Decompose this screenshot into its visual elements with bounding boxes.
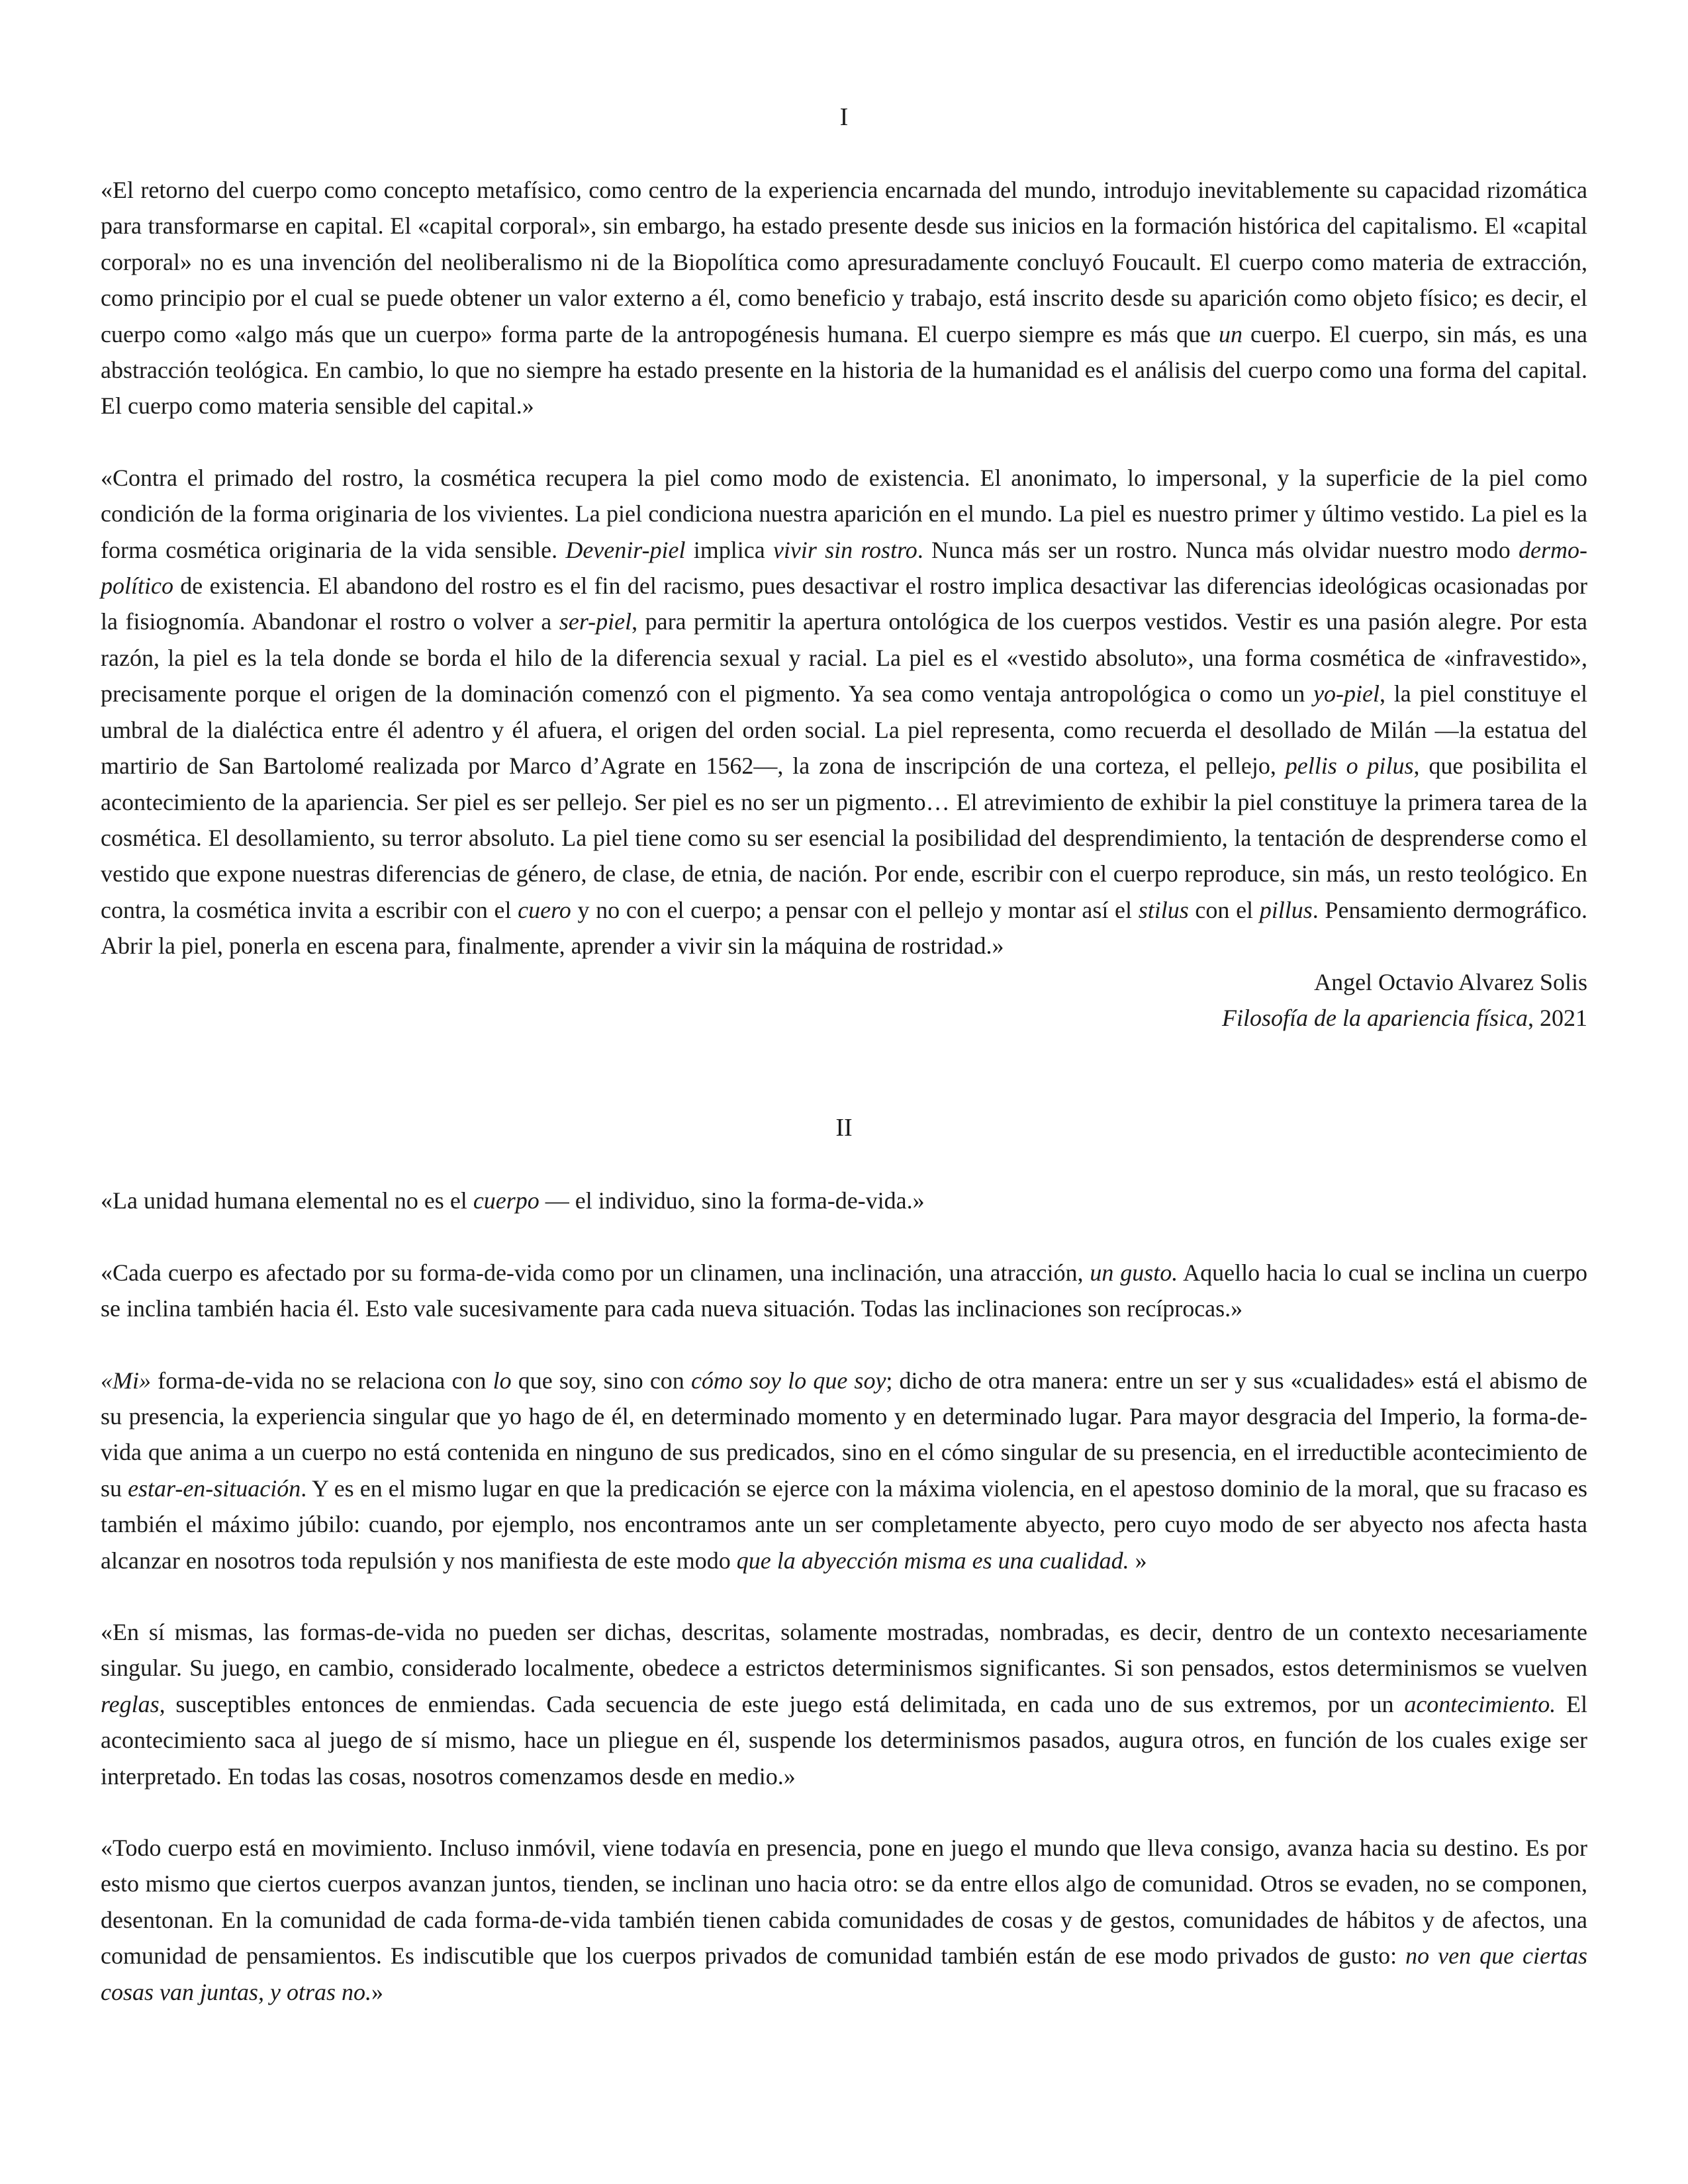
paragraph xyxy=(101,1830,1587,2010)
text-run: con el xyxy=(1188,896,1260,923)
text-run: que soy, sino con xyxy=(511,1367,691,1394)
text-run: , para permitir la apertura ontológica de los cuerpos vestidos. Vestir es una pasión alegre. Por esta razón, la piel es la tela donde se borda el hilo de la diferencia sexual y racial. La piel es el «vestido absoluto», una forma cosmética de «infravestido», precisamente porque el origen de la dominación comenzó con el pigmento. Ya sea como ventaja antropológica o como un xyxy=(101,608,1587,707)
italic-text-run: no ven que ciertas cosas van juntas, y otras no. xyxy=(101,1942,1588,2005)
attribution-author: Angel Octavio Alvarez Solis xyxy=(1314,968,1587,995)
italic-text-run: Devenir-piel xyxy=(565,536,686,563)
section-numeral: II xyxy=(835,1114,853,1142)
italic-text-run: stilus xyxy=(1138,896,1189,923)
text-run: «Todo cuerpo está en movimiento. Incluso inmóvil, viene todavía en presencia, pone en juego el mundo que lleva consigo, avanza hacia su destino. Es por esto mismo que ciertos cuerpos avanzan juntos, tienden, se inclinan uno hacia otro: se da entre ellos algo de comunidad. Otros se evaden, no se componen, desentonan. En la comunidad de cada forma-de-vida también tienen cabida comunidades de cosas y de gestos, comunidades de hábitos y de afectos, una comunidad de pensamientos. Es indiscutible que los cuerpos privados de comunidad también están de ese modo privados de gusto: xyxy=(101,1835,1587,1970)
text-run: susceptibles entonces de enmiendas. Cada secuencia de este juego está delimitada, en cada uno de sus extremos, por un xyxy=(165,1690,1405,1717)
italic-text-run: que la abyección misma es una cualidad. xyxy=(736,1547,1129,1574)
paragraph xyxy=(101,1183,1587,1218)
text-run: «El retorno del cuerpo como concepto metafísico, como centro de la experiencia encarnada del mundo, introdujo inevitablemente su capacidad rizomática para transformarse en capital. El «capital corporal», sin embargo, ha estado presente desde sus inicios en la formación histórica del capitalismo. El «capital corporal» no es una invención del neoliberalismo ni de la Biopolítica como apresuradamente concluyó Foucault. El cuerpo como materia de extracción, como principio por el cual se puede obtener un valor externo a él, como beneficio y trabajo, está inscrito desde su aparición como objeto físico; es decir, el cuerpo como «algo más que un cuerpo» forma parte de la antropogénesis humana. El cuerpo siempre es más que xyxy=(101,177,1587,347)
text-run: El acontecimiento saca al juego de sí mismo, hace un pliegue en él, suspende los determinismos pasados, augura otros, en función de los cuales exige ser interpretado. En todas las cosas, nosotros comenzamos desde en medio.» xyxy=(101,1690,1588,1790)
text-run: «La unidad humana elemental no es el xyxy=(101,1187,473,1214)
attribution-source xyxy=(101,1000,1587,1036)
italic-text-run: dermo-político xyxy=(101,536,1588,600)
italic-text-run: cuero xyxy=(518,896,571,923)
italic-text-run: lo xyxy=(492,1367,512,1394)
text-run: . Pensamiento dermográfico. Abrir la piel, ponerla en escena para, finalmente, aprender a vivir sin la máquina de rostridad.» xyxy=(101,896,1587,960)
italic-text-run: estar-en-situación xyxy=(128,1475,301,1502)
paragraph xyxy=(101,460,1587,964)
text-run: . Y es en el mismo lugar en que la predicación se ejerce con la máxima violencia, en el apestoso dominio de la moral, que su fracaso es también el máximo júbilo: cuando, por ejemplo, nos encontramos ante un ser completamente abyecto, pero cuyo modo de ser abyecto nos afecta hasta alcanzar en nosotros toda repulsión y nos manifiesta de este modo xyxy=(101,1475,1587,1574)
attribution-work-title: Filosofía de la apariencia física xyxy=(1222,1004,1528,1031)
attribution xyxy=(101,964,1587,1036)
italic-text-run: un xyxy=(1218,320,1243,347)
text-run: , que posibilita el acontecimiento de la apariencia. Ser piel es ser pellejo. Ser piel es no ser un pigmento… El atrevimiento de exhibir la piel constituye la primera tarea de la cosmética. El desollamiento, su terror absoluto. La piel tiene como su ser esencial la posibilidad del desprendimiento, la tentación de desprenderse como el vestido que expone nuestras diferencias de género, de clase, de etnia, de nación. Por ende, escribir con el cuerpo reproduce, sin más, un resto teológico. En contra, la cosmética invita a escribir con el xyxy=(101,752,1587,923)
text-run: ; dicho de otra manera: entre un ser y sus «cualidades» está el abismo de su presencia, la experiencia singular que yo hago de él, en determinado momento y en determinado lugar. Para mayor desgracia del Imperio, la forma-de-vida que anima a un cuerpo no está contenida en ninguno de sus predicados, sino en el cómo singular de su presencia, en el irreductible acontecimiento de su xyxy=(101,1367,1587,1502)
italic-text-run: reglas, xyxy=(101,1690,165,1717)
italic-text-run: cómo soy lo que soy xyxy=(690,1367,886,1394)
text-run: , la piel constituye el umbral de la dialéctica entre él adentro y él afuera, el origen del orden social. La piel representa, como recuerda el desollado de Milán —la estatua del martirio de San Bartolomé realizada por Marco d’Agrate en 1562—, la zona de inscripción de una corteza, el pellejo, xyxy=(101,680,1588,780)
text-run: Aquello hacia lo cual se inclina un cuerpo se inclina también hacia él. Esto vale sucesivamente para cada nueva situación. Todas las inclinaciones son recíprocas.» xyxy=(101,1259,1588,1322)
text-run: — el individuo, sino la forma-de-vida.» xyxy=(539,1187,925,1214)
italic-text-run: un gusto. xyxy=(1090,1259,1178,1286)
text-run: y no con el cuerpo; a pensar con el pellejo y montar así el xyxy=(571,896,1139,923)
text-run: «Contra el primado del rostro, la cosmética recupera la piel como modo de existencia. El anonimato, lo impersonal, y la superficie de la piel como condición de la forma originaria de los vivientes. La piel condiciona nuestra aparición en el mundo. La piel es nuestro primer y último vestido. La piel es la forma cosmética originaria de la vida sensible. xyxy=(101,464,1587,563)
paragraph xyxy=(101,1255,1587,1327)
text-run: forma-de-vida no se relaciona con xyxy=(151,1367,493,1394)
text-run: «Cada cuerpo es afectado por su forma-de-vida como por un clinamen, una inclinación, una atracción, xyxy=(101,1259,1090,1286)
section-2 xyxy=(101,1110,1587,2010)
paragraph xyxy=(101,1614,1587,1794)
italic-text-run: yo-piel xyxy=(1313,680,1380,707)
italic-text-run: ser-piel xyxy=(559,608,632,635)
italic-text-run: pellis o pilus xyxy=(1285,752,1414,780)
text-run: . Nunca más ser un rostro. Nunca más olvidar nuestro modo xyxy=(917,536,1519,563)
italic-text-run: pillus xyxy=(1259,896,1313,923)
text-run: » xyxy=(371,1978,383,2005)
text-run: implica xyxy=(685,536,773,563)
document-page xyxy=(101,99,1587,2010)
text-run: «En sí mismas, las formas-de-vida no pueden ser dichas, descritas, solamente mostradas, nombradas, es decir, dentro de un contexto necesariamente singular. Su juego, en cambio, considerado localmente, obedece a estrictos determinismos significantes. Si son pensados, estos determinismos se vuelven xyxy=(101,1619,1587,1682)
text-run: de existencia. El abandono del rostro es el fin del racismo, pues desactivar el rostro implica desactivar las diferencias ideológicas ocasionadas por la fisiognomía. Abandonar el rostro o volver a xyxy=(101,572,1587,635)
section-1 xyxy=(101,99,1587,1036)
paragraph xyxy=(101,1363,1587,1578)
attribution-year: , 2021 xyxy=(1528,1004,1587,1031)
text-run: » xyxy=(1129,1547,1147,1574)
italic-text-run: vivir sin rostro xyxy=(773,536,917,563)
italic-text-run: cuerpo xyxy=(473,1187,539,1214)
paragraph xyxy=(101,172,1587,424)
italic-text-run: acontecimiento. xyxy=(1404,1690,1556,1717)
italic-text-run: «Mi» xyxy=(101,1367,151,1394)
text-run: cuerpo. El cuerpo, sin más, es una abstracción teológica. En cambio, lo que no siempre ha estado presente en la historia de la humanidad es el análisis del cuerpo como una forma del capital. El cuerpo como materia sensible del capital.» xyxy=(101,320,1587,420)
section-numeral: I xyxy=(839,103,849,131)
